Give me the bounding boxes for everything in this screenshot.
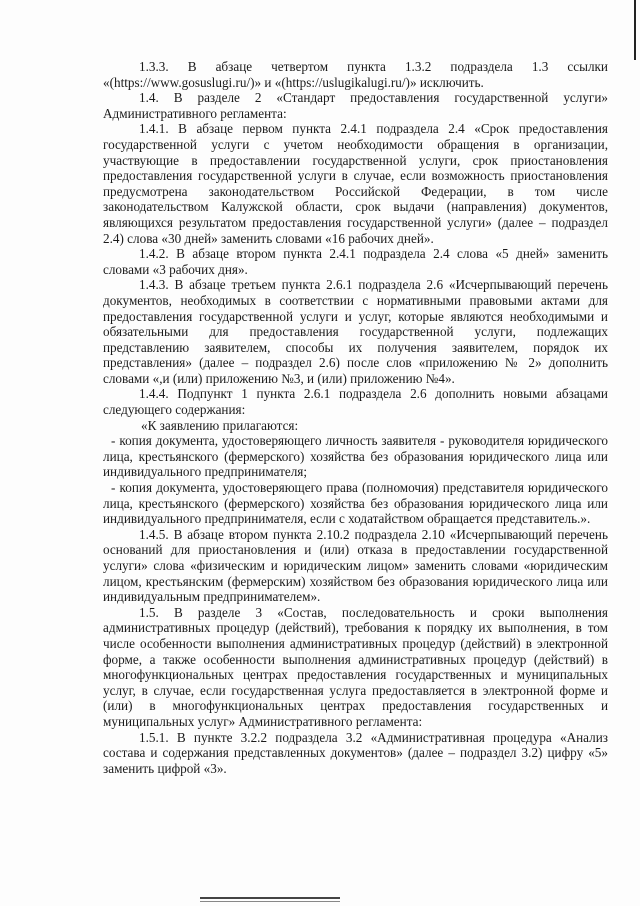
paragraph-1-4: 1.4. В разделе 2 «Стандарт предоставления государственной услуги» Административного регламента: xyxy=(103,90,608,121)
paragraph-1-4-5: 1.4.5. В абзаце втором пункта 2.10.2 подраздела 2.10 «Исчерпывающий перечень оснований для приостановления и (или) отказа в предоставлении государственной услуги» слова «физическим и юридическим лицом» заменить словами «юридическим лицом, крестьянским (фермерским) хозяйством без образования юридического лица или индивидуальным предпринимателем». xyxy=(103,526,608,605)
document-body xyxy=(103,59,608,776)
paragraph-1-4-1: 1.4.1. В абзаце первом пункта 2.4.1 подраздела 2.4 «Срок предоставления государственной услуги с учетом необходимости обращения в организации, участвующие в предоставлении государственной услуги, срок приостановления предоставления государственной услуги в случае, если возможность приостановления предусмотрена законодательством Российской Федерации, в том числе законодательством Калужской области, срок выдачи (направления) документов, являющихся результатом предоставления государственной услуги» (далее – подраздел 2.4) слова «30 дней» заменить словами «16 рабочих дней». xyxy=(103,121,608,246)
paragraph-1-4-4: 1.4.4. Подпункт 1 пункта 2.6.1 подраздела 2.6 дополнить новыми абзацами следующего содержания: xyxy=(103,386,608,418)
paragraph-1-5-1: 1.5.1. В пункте 3.2.2 подраздела 3.2 «Административная процедура «Анализ состава и содержания представленных документов» (далее – подраздел 3.2) цифру «5» заменить цифрой «3». xyxy=(103,729,608,776)
paragraph-quote-start: «К заявлению прилагаются: xyxy=(141,417,299,433)
footer-rule-secondary xyxy=(200,901,340,902)
paragraph-1-5: 1.5. В разделе 3 «Состав, последовательность и сроки выполнения административных процедур (действий), требования к порядку их выполнения, в том числе особенности выполнения административных процедур (действий) в электронной форме, а также особенности выполнения административных процедур (действий) в многофункциональных центрах предоставления государственных и муниципальных услуг, в случае, если государственная услуга предоставляется в электронной форме и (или) в многофункциональных центрах предоставления государственных и муниципальных услуг» Административного регламента: xyxy=(103,604,608,729)
paragraph-1-3-3: 1.3.3. В абзаце четвертом пункта 1.3.2 подраздела 1.3 ссылки «(https://www.gosuslugi.ru/)» и «(https://uslugikalugi.ru/)» исключить. xyxy=(103,59,608,90)
paragraph-dash-item-2: - копия документа, удостоверяющего права (полномочия) представителя юридического лица, крестьянского (фермерского) хозяйства без образования юридического лица или индивидуального предпринимателя, если с ходатайством обращается представитель.». xyxy=(103,480,608,527)
paragraph-1-4-3: 1.4.3. В абзаце третьем пункта 2.6.1 подраздела 2.6 «Исчерпывающий перечень документов, необходимых в соответствии с нормативными правовыми актами для предоставления государственной услуги и услуг, которые являются необходимыми и обязательными для предоставления государственной услуги, подлежащих представлению заявителем, способы их получения заявителем, порядок их представления» (далее – подраздел 2.6) после слов «приложению № 2» дополнить словами «,и (или) приложению №3, и (или) приложению №4». xyxy=(103,277,608,386)
scan-edge-line xyxy=(634,0,636,60)
paragraph-dash-item-1: - копия документа, удостоверяющего личность заявителя - руководителя юридического лица, крестьянского (фермерского) хозяйства без образования юридического лица или индивидуального предпринимателя; xyxy=(103,433,608,480)
paragraph-1-4-2: 1.4.2. В абзаце втором пункта 2.4.1 подраздела 2.4 слова «5 дней» заменить словами «3 рабочих дня». xyxy=(103,246,608,277)
footer-rule xyxy=(200,897,340,899)
